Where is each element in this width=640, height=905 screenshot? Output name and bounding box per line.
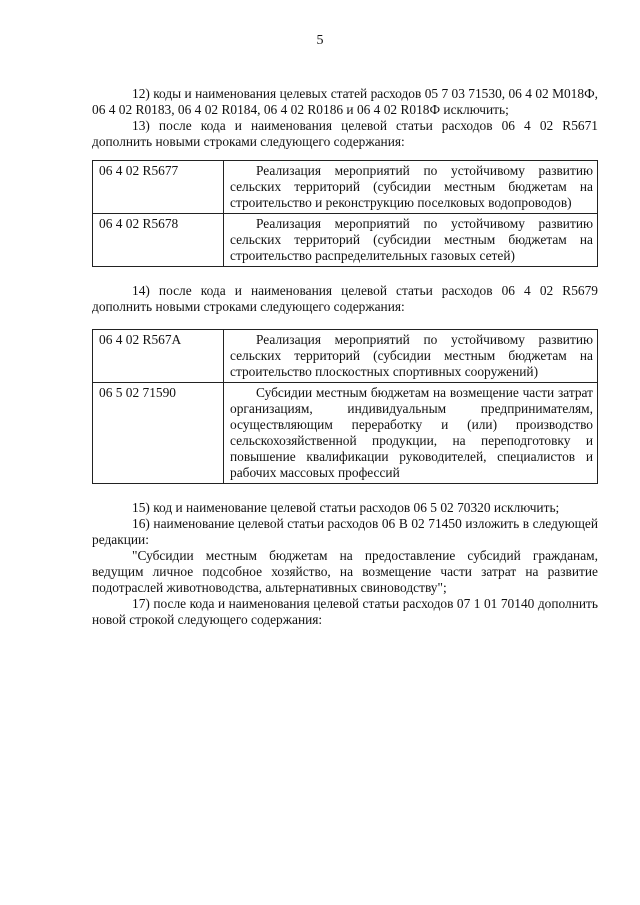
table-new-rows-1 (92, 160, 598, 267)
budget-code-cell: 06 4 02 R567А (93, 330, 224, 383)
table-row (93, 383, 598, 484)
document-body (92, 86, 598, 628)
budget-code-cell: 06 4 02 R5678 (93, 214, 224, 267)
paragraph-13: 13) после кода и наименования целевой статьи расходов 06 4 02 R5671 дополнить новыми строками следующего содержания: (92, 118, 598, 149)
budget-description-cell (224, 161, 598, 214)
paragraph-16-quote: "Субсидии местным бюджетам на предоставление субсидий гражданам, ведущим личное подсобное хозяйство, на возмещение части затрат на развитие подотраслей животноводства, альтернативных свиноводству"; (92, 548, 598, 595)
description-text: Реализация мероприятий по устойчивому развитию сельских территорий (субсидии местным бюджетам на строительство распределительных газовых сетей) (230, 216, 593, 263)
table-new-rows-2 (92, 329, 598, 484)
page-number: 5 (316, 33, 324, 48)
budget-code-cell: 06 5 02 71590 (93, 383, 224, 484)
paragraph-12: 12) коды и наименования целевых статей расходов 05 7 03 71530, 06 4 02 М018Ф, 06 4 02 R0183, 06 4 02 R0184, 06 4 02 R0186 и 06 4 02 R018Ф исключить; (92, 86, 598, 117)
description-text: Реализация мероприятий по устойчивому развитию сельских территорий (субсидии местным бюджетам на строительство плоскостных спортивных сооружений) (230, 332, 593, 379)
table-row (93, 214, 598, 267)
budget-description-cell (224, 330, 598, 383)
paragraph-16: 16) наименование целевой статьи расходов 06 В 02 71450 изложить в следующей редакции: (92, 516, 598, 547)
budget-description-cell (224, 214, 598, 267)
paragraph-14: 14) после кода и наименования целевой статьи расходов 06 4 02 R5679 дополнить новыми строками следующего содержания: (92, 283, 598, 314)
paragraph-15: 15) код и наименование целевой статьи расходов 06 5 02 70320 исключить; (132, 500, 560, 515)
table-row (93, 330, 598, 383)
paragraph-17: 17) после кода и наименования целевой статьи расходов 07 1 01 70140 дополнить новой строкой следующего содержания: (92, 596, 598, 627)
description-text: Реализация мероприятий по устойчивому развитию сельских территорий (субсидии местным бюджетам на строительство и реконструкцию поселковых водопроводов) (230, 163, 593, 210)
table-row (93, 161, 598, 214)
budget-description-cell (224, 383, 598, 484)
budget-code-cell: 06 4 02 R5677 (93, 161, 224, 214)
description-text: Субсидии местным бюджетам на возмещение части затрат организациям, индивидуальным предпринимателям, осуществляющим переработку и (или) производство сельскохозяйственной продукции, на переподготовку и повышение квалификации руководителей, специалистов и рабочих массовых профессий (230, 385, 593, 480)
